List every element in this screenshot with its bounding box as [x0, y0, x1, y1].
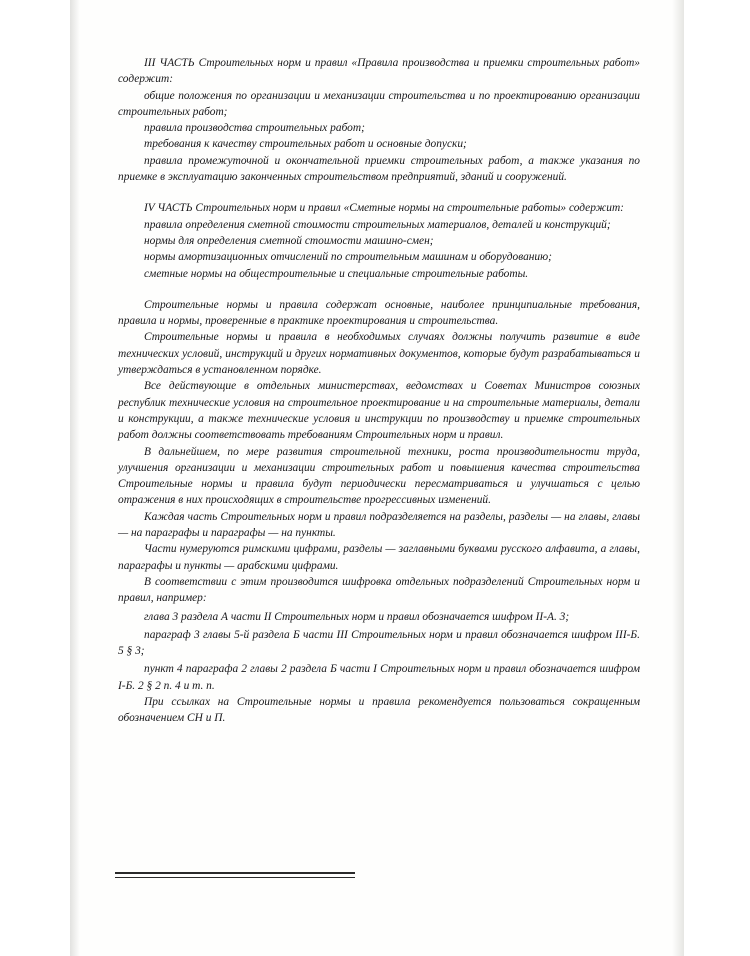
body-paragraph-4: В дальнейшем, по мере развития строительной техники, роста производительности труда, улучшения организации и механизации строительных работ и повышения качества строительства Строительные нормы и правила будут периодически пересматриваться и улучшаться с целью отражения в них происходящих в строительстве прогрессивных изменений.: [118, 445, 640, 507]
part3-item-3: требования к качеству строительных работ и основные допуски;: [144, 138, 467, 151]
footer-divider-thick: [115, 872, 355, 874]
document-body: [118, 55, 640, 727]
body-paragraph-3: Все действующие в отдельных министерствах, ведомствах и Советах Министров союзных республик технические условия на строительное проектирование и на строительные материалы, детали и конструкции, а также технические условия и инструкции по производству и приемке строительных работ должны соответствовать требованиям Строительных норм и правил.: [118, 380, 640, 442]
part3-item-1: общие положения по организации и механизации строительства и по проектированию организации строительных работ;: [118, 89, 640, 118]
example-1: глава 3 раздела А части II Строительных норм и правил обозначается шифром II-А. 3;: [144, 610, 570, 623]
part4-item-4: сметные нормы на общестроительные и специальные строительные работы.: [144, 267, 529, 280]
examples-block: [118, 609, 640, 694]
example-3: пункт 4 параграфа 2 главы 2 раздела Б части I Строительных норм и правил обозначается шифром I-Б. 2 § 2 п. 4 и т. п.: [118, 663, 640, 692]
body-paragraph-8: При ссылках на Строительные нормы и правила рекомендуется пользоваться сокращенным обозначением СН и П.: [118, 695, 640, 725]
spacer-1: [118, 185, 640, 200]
spacer-2: [118, 282, 640, 297]
general-provisions-block: [118, 297, 640, 607]
body-paragraph-5: Каждая часть Строительных норм и правил подразделяется на разделы, разделы — на главы, главы — на параграфы и параграфы — на пункты.: [118, 510, 640, 540]
part-three-block: [118, 55, 640, 185]
part3-heading: III ЧАСТЬ Строительных норм и правил «Правила производства и приемки строительных работ» содержит:: [118, 57, 640, 86]
footer-divider-thin: [115, 877, 355, 878]
body-paragraph-2: Строительные нормы и правила в необходимых случаях должны получить развитие в виде технических условий, инструкций и других нормативных документов, которые будут разрабатываться и утверждаться в установленном порядке.: [118, 331, 640, 377]
part4-item-2: нормы для определения сметной стоимости машино-смен;: [144, 234, 434, 247]
page-margin-left: [0, 0, 70, 956]
part4-heading: IV ЧАСТЬ Строительных норм и правил «Сметные нормы на строительные работы» содержит:: [144, 202, 624, 215]
sheet-edge-shadow-right: [672, 0, 684, 956]
body-paragraph-6: Части нумеруются римскими цифрами, разделы — заглавными буквами русского алфавита, а главы, параграфы и пункты — арабскими цифрами.: [118, 543, 640, 572]
part3-item-2: правила производства строительных работ;: [144, 122, 365, 135]
sheet-edge-shadow-left: [70, 0, 80, 956]
body-paragraph-7: В соответствии с этим производится шифровка отдельных подразделений Строительных норм и правил, например:: [118, 575, 640, 605]
page-margin-right: [684, 0, 750, 956]
part-four-block: [118, 200, 640, 281]
part4-item-1: правила определения сметной стоимости строительных материалов, деталей и конструкций;: [144, 218, 611, 231]
example-2: параграф 3 главы 5-й раздела Б части III Строительных норм и правил обозначается шифром III-Б. 5 § 3;: [118, 628, 640, 658]
part4-item-3: нормы амортизационных отчислений по строительным машинам и оборудованию;: [144, 251, 552, 264]
body-paragraph-1: Строительные нормы и правила содержат основные, наиболее принципиальные требования, правила и нормы, проверенные в практике проектирования и строительства.: [118, 298, 640, 328]
part3-item-4: правила промежуточной и окончательной приемки строительных работ, а также указания по приемке в эксплуатацию законченных строительством предприятий, зданий и сооружений.: [118, 154, 640, 184]
